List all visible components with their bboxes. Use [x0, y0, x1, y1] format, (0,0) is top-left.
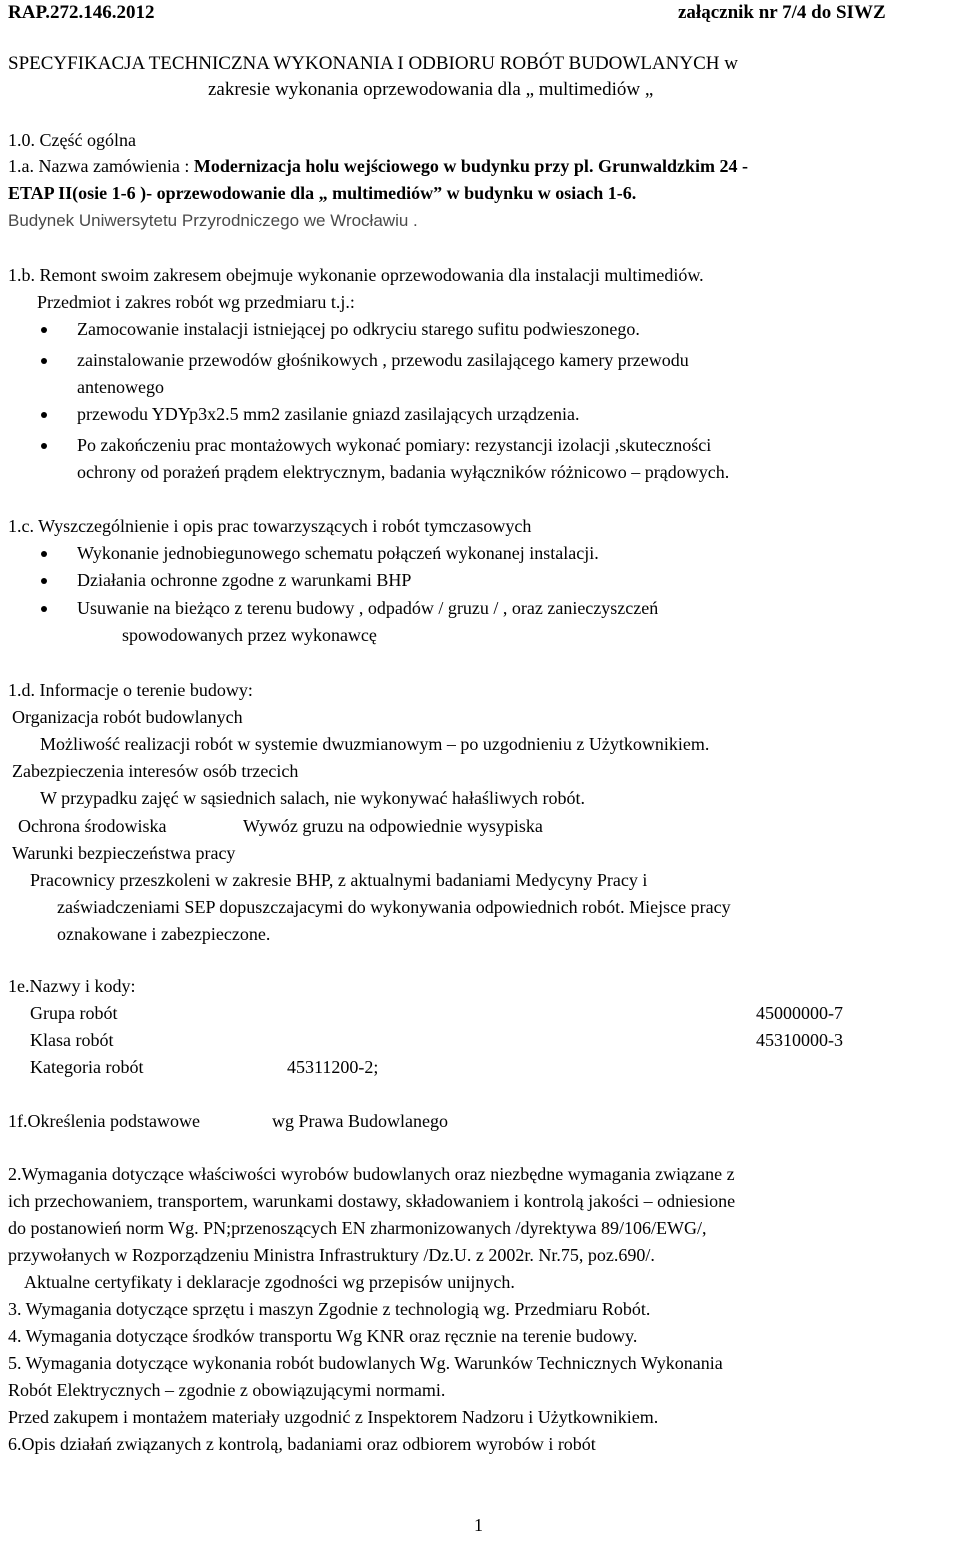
section-5-line3: Przed zakupem i montażem materiały uzgodnić z Inspektorem Nadzoru i Użytkownikiem. — [8, 1407, 659, 1427]
bullet-icon — [41, 606, 47, 612]
section-1f-text: wg Prawa Budowlanego — [272, 1111, 448, 1131]
code-value: 45000000-7 — [756, 1003, 843, 1023]
subsection-label: Organizacja robót budowlanych — [12, 707, 243, 727]
section-2-line1: 2.Wymagania dotyczące właściwości wyrobów budowlanych oraz niezbędne wymagania związane z — [8, 1164, 735, 1184]
attachment-label: załącznik nr 7/4 do SIWZ — [678, 2, 886, 23]
list-item: przewodu YDYp3x2.5 mm2 zasilanie gniazd zasilających urządzenia. — [77, 404, 580, 424]
section-1d-heading: 1.d. Informacje o terenie budowy: — [8, 680, 253, 700]
bullet-icon — [41, 412, 47, 418]
bullet-icon — [41, 358, 47, 364]
section-1a-prefix: 1.a. Nazwa zamówienia : — [8, 156, 190, 176]
bullet-icon — [41, 578, 47, 584]
code-label: Kategoria robót — [30, 1057, 144, 1077]
bullet-icon — [41, 443, 47, 449]
section-1c-heading: 1.c. Wyszczególnienie i opis prac towarzyszących i robót tymczasowych — [8, 516, 532, 536]
subsection-text: W przypadku zajęć w sąsiednich salach, nie wykonywać hałaśliwych robót. — [40, 788, 585, 808]
list-item: Wykonanie jednobiegunowego schematu połączeń wykonanej instalacji. — [77, 543, 599, 563]
list-item-continuation: ochrony od porażeń prądem elektrycznym, badania wyłączników różnicowo – prądowych. — [77, 462, 730, 482]
section-1f-label: 1f.Określenia podstawowe — [8, 1111, 200, 1131]
document-reference: RAP.272.146.2012 — [8, 2, 155, 23]
subsection-text: Wywóz gruzu na odpowiednie wysypiska — [243, 816, 543, 836]
subsection-text: Możliwość realizacji robót w systemie dwuzmianowym – po uzgodnieniu z Użytkownikiem. — [40, 734, 710, 754]
section-1-0-heading: 1.0. Część ogólna — [8, 130, 136, 150]
subsection-text: Pracownicy przeszkoleni w zakresie BHP, z aktualnymi badaniami Medycyny Pracy i — [30, 870, 648, 890]
code-value: 45310000-3 — [756, 1030, 843, 1050]
section-2-line5: Aktualne certyfikaty i deklaracje zgodności wg przepisów unijnych. — [24, 1272, 515, 1292]
list-item: Po zakończeniu prac montażowych wykonać pomiary: rezystancji izolacji ,skuteczności — [77, 435, 712, 455]
section-1a-line1 — [8, 155, 748, 177]
section-6: 6.Opis działań związanych z kontrolą, badaniami oraz odbiorem wyrobów i robót — [8, 1434, 596, 1454]
page-number: 1 — [474, 1515, 483, 1535]
section-1b-line2: Przedmiot i zakres robót wg przedmiaru t.j.: — [37, 292, 355, 312]
bullet-icon — [41, 327, 47, 333]
code-label: Klasa robót — [30, 1030, 114, 1050]
section-1e-heading: 1e.Nazwy i kody: — [8, 976, 136, 996]
section-1a-line2: ETAP II(osie 1-6 )- oprzewodowanie dla „ multimediów” w budynku w osiach 1-6. — [8, 183, 637, 203]
section-1b-line1: 1.b. Remont swoim zakresem obejmuje wykonanie oprzewodowania dla instalacji multimediów. — [8, 265, 704, 285]
code-value: 45311200-2; — [287, 1057, 379, 1077]
order-name: Modernizacja holu wejściowego w budynku przy pl. Grunwaldzkim 24 - — [189, 156, 748, 176]
section-2-line3: do postanowień norm Wg. PN;przenoszących EN zharmonizowanych /dyrektywa 89/106/EWG/, — [8, 1218, 707, 1238]
list-item: Usuwanie na bieżąco z terenu budowy , odpadów / gruzu / , oraz zanieczyszczeń — [77, 598, 659, 618]
document-title-line1: SPECYFIKACJA TECHNICZNA WYKONANIA I ODBIORU ROBÓT BUDOWLANYCH w — [8, 53, 738, 74]
section-4: 4. Wymagania dotyczące środków transportu Wg KNR oraz ręcznie na terenie budowy. — [8, 1326, 638, 1346]
section-1a-line3: Budynek Uniwersytetu Przyrodniczego we Wrocławiu . — [8, 211, 418, 230]
section-2-line4: przywołanych w Rozporządzeniu Ministra Infrastruktury /Dz.U. z 2002r. Nr.75, poz.690/. — [8, 1245, 655, 1265]
section-3: 3. Wymagania dotyczące sprzętu i maszyn Zgodnie z technologią wg. Przedmiaru Robót. — [8, 1299, 651, 1319]
section-5-line2: Robót Elektrycznych – zgodnie z obowiązującymi normami. — [8, 1380, 446, 1400]
list-item: Zamocowanie instalacji istniejącej po odkryciu starego sufitu podwieszonego. — [77, 319, 640, 339]
section-2-line2: ich przechowaniem, transportem, warunkami dostawy, składowaniem i kontrolą jakości – odniesione — [8, 1191, 736, 1211]
subsection-text: oznakowane i zabezpieczone. — [57, 924, 271, 944]
code-label: Grupa robót — [30, 1003, 118, 1023]
subsection-label: Warunki bezpieczeństwa pracy — [12, 843, 236, 863]
list-item-continuation: antenowego — [77, 377, 164, 397]
section-5-line1: 5. Wymagania dotyczące wykonania robót budowlanych Wg. Warunków Technicznych Wykonania — [8, 1353, 723, 1373]
subsection-label: Zabezpieczenia interesów osób trzecich — [12, 761, 299, 781]
subsection-label: Ochrona środowiska — [18, 816, 167, 836]
list-item: Działania ochronne zgodne z warunkami BHP — [77, 570, 412, 590]
list-item-continuation: spowodowanych przez wykonawcę — [122, 625, 377, 645]
bullet-icon — [41, 551, 47, 557]
subsection-text: zaświadczeniami SEP dopuszczajacymi do wykonywania odpowiednich robót. Miejsce pracy — [57, 897, 731, 917]
document-title-line2: zakresie wykonania oprzewodowania dla „ multimediów „ — [208, 79, 654, 100]
list-item: zainstalowanie przewodów głośnikowych , przewodu zasilającego kamery przewodu — [77, 350, 689, 370]
